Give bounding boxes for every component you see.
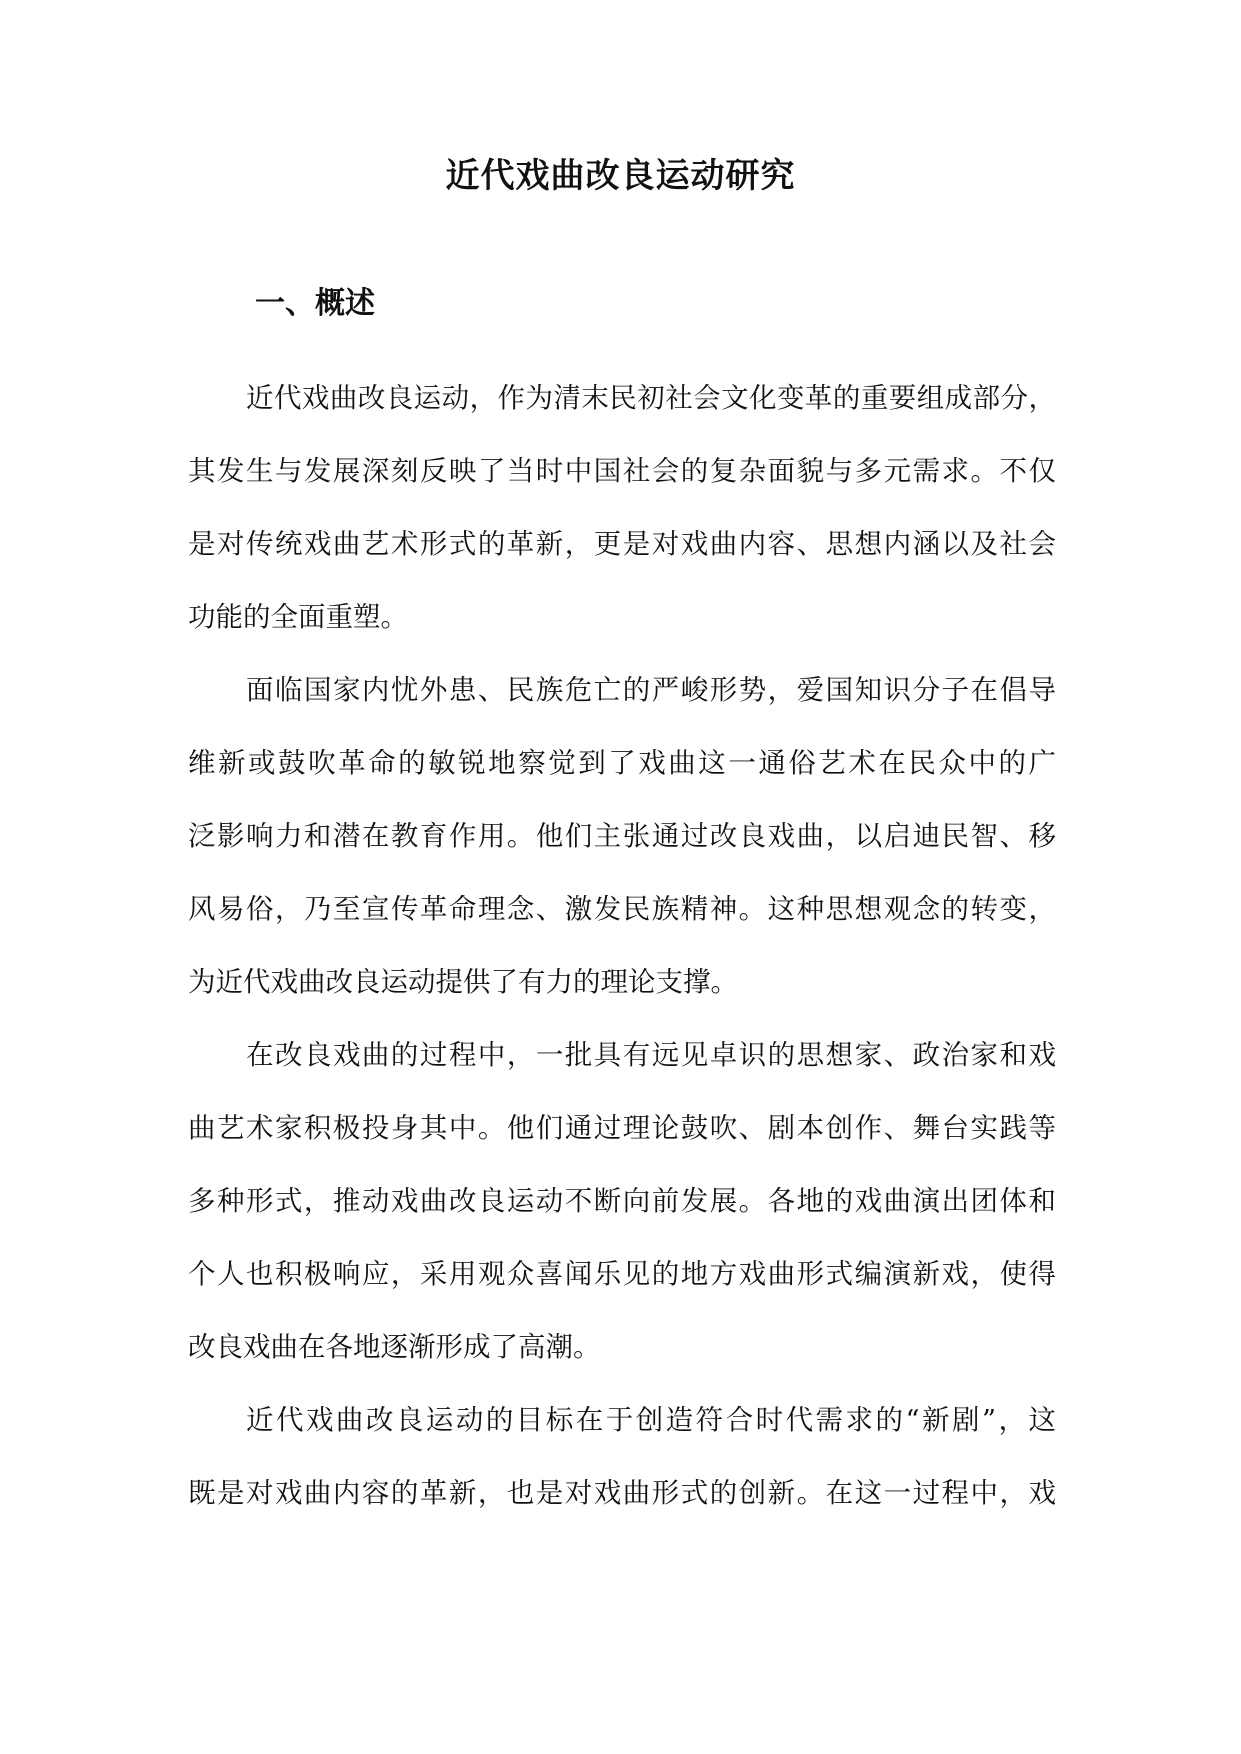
text-line: 个人也积极响应，采用观众喜闻乐见的地方戏曲形式编演新戏，使得 bbox=[188, 1258, 1056, 1290]
paragraph-4 bbox=[188, 1384, 1056, 1530]
text-line: 近代戏曲改良运动的目标在于创造符合时代需求的“新剧”，这 bbox=[246, 1404, 1056, 1436]
document-title: 近代戏曲改良运动研究 bbox=[445, 156, 796, 196]
text-line: 在改良戏曲的过程中，一批具有远见卓识的思想家、政治家和戏 bbox=[246, 1039, 1056, 1071]
text-line: 维新或鼓吹革命的敏锐地察觉到了戏曲这一通俗艺术在民众中的广 bbox=[188, 747, 1056, 779]
text-line: 为近代戏曲改良运动提供了有力的理论支撑。 bbox=[188, 966, 738, 998]
text-line: 多种形式，推动戏曲改良运动不断向前发展。各地的戏曲演出团体和 bbox=[188, 1185, 1056, 1217]
text-line: 改良戏曲在各地逐渐形成了高潮。 bbox=[188, 1331, 601, 1363]
body-text bbox=[188, 362, 1056, 1530]
text-line: 泛影响力和潜在教育作用。他们主张通过改良戏曲，以启迪民智、移 bbox=[188, 820, 1056, 852]
text-line: 其发生与发展深刻反映了当时中国社会的复杂面貌与多元需求。不仅 bbox=[188, 455, 1056, 487]
paragraph-2 bbox=[188, 654, 1056, 1019]
paragraph-3 bbox=[188, 1019, 1056, 1384]
text-line: 既是对戏曲内容的革新，也是对戏曲形式的创新。在这一过程中，戏 bbox=[188, 1477, 1056, 1509]
text-line: 功能的全面重塑。 bbox=[188, 601, 408, 633]
paragraph-1 bbox=[188, 362, 1056, 654]
text-line: 风易俗，乃至宣传革命理念、激发民族精神。这种思想观念的转变， bbox=[188, 893, 1056, 925]
text-line: 面临国家内忧外患、民族危亡的严峻形势，爱国知识分子在倡导 bbox=[246, 674, 1056, 706]
text-line: 是对传统戏曲艺术形式的革新，更是对戏曲内容、思想内涵以及社会 bbox=[188, 528, 1056, 560]
text-line: 曲艺术家积极投身其中。他们通过理论鼓吹、剧本创作、舞台实践等 bbox=[188, 1112, 1056, 1144]
text-line: 近代戏曲改良运动，作为清末民初社会文化变革的重要组成部分， bbox=[246, 382, 1056, 414]
section-heading: 一、概述 bbox=[255, 286, 375, 321]
